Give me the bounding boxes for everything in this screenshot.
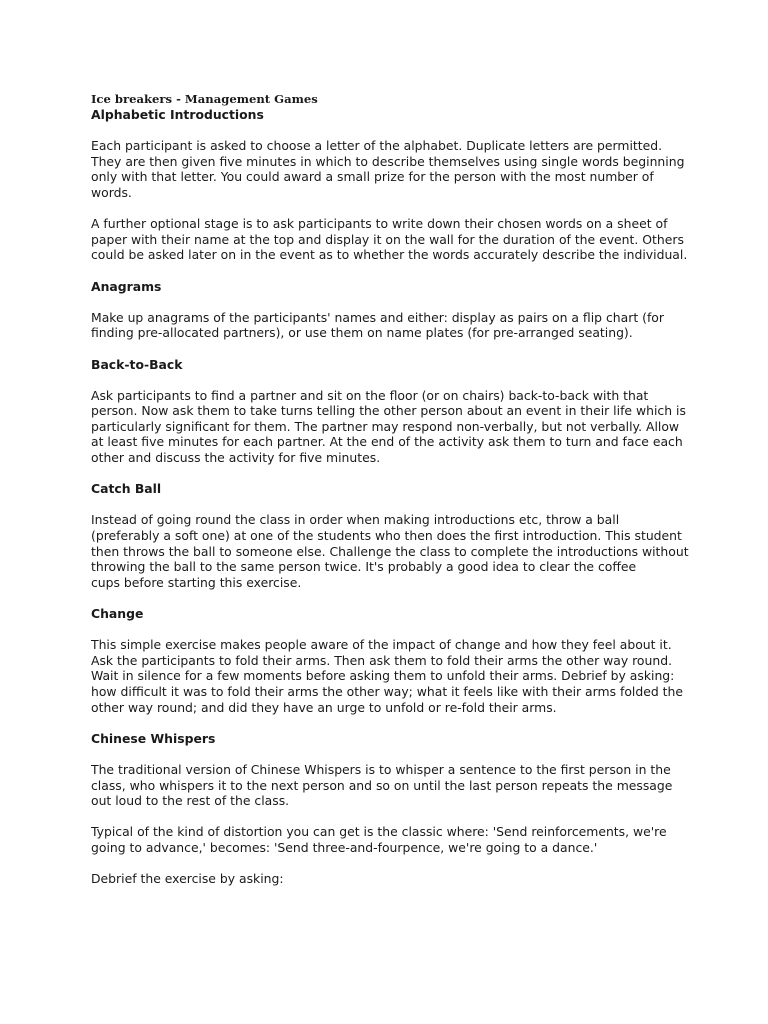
section-heading-catch-ball: Catch Ball bbox=[91, 481, 162, 497]
section-heading-anagrams: Anagrams bbox=[91, 278, 162, 294]
section-heading-chinese-whispers: Chinese Whispers bbox=[91, 730, 216, 746]
section-heading-alphabetic-introductions: Alphabetic Introductions bbox=[91, 107, 264, 122]
paragraph: Typical of the kind of distortion you can get is the classic where: 'Send reinforcements, we're going to advance,' becomes: 'Send three-and-fourpence, we're going to a dance.' bbox=[91, 824, 667, 855]
section-heading-back-to-back: Back-to-Back bbox=[91, 356, 183, 372]
paragraph: Make up anagrams of the participants' names and either: display as pairs on a flip chart (for finding pre-allocated partners), or use them on name plates (for pre-arranged seating). bbox=[91, 309, 664, 341]
paragraph: This simple exercise makes people aware of the impact of change and how they feel about it. Ask the participants to fold their arms. Then ask them to fold their arms the other way round. Wait in silence for a few moments before asking them to unfold their arms. Debrief by asking: how difficult it was to fold their arms the other way; what it feels like with their arms folded the other way round; and did they have an urge to unfold or re-fold their arms. bbox=[91, 637, 683, 715]
paragraph: A further optional stage is to ask participants to write down their chosen words on a sheet of paper with their name at the top and display it on the wall for the duration of the event. Others could be asked later on in the event as to whether the words accurately describe the individual. bbox=[91, 216, 688, 263]
paragraph: The traditional version of Chinese Whispers is to whisper a sentence to the first person in the class, who whispers it to the next person and so on until the last person repeats the message out loud to the rest of the class. bbox=[91, 761, 673, 809]
paragraph: cups before starting this exercise. bbox=[91, 574, 302, 590]
section-heading-change: Change bbox=[91, 606, 144, 621]
document-page bbox=[91, 92, 691, 887]
paragraph: Debrief the exercise by asking: bbox=[91, 871, 284, 887]
paragraph: Each participant is asked to choose a letter of the alphabet. Duplicate letters are permitted. They are then given five minutes in which to describe themselves using single words beginning only with that letter. You could award a small prize for the person with the most number of words. bbox=[91, 138, 685, 200]
document-header: Ice breakers - Management Games bbox=[91, 92, 318, 106]
paragraph: Ask participants to find a partner and sit on the floor (or on chairs) back-to-back with that person. Now ask them to take turns telling the other person about an event in their life which is particularly significant for them. The partner may respond non-verbally, but not verbally. Allow at least five minutes for each partner. At the end of the activity ask them to turn and face each other and discuss the activity for five minutes. bbox=[91, 387, 686, 466]
paragraph: Instead of going round the class in order when making introductions etc, throw a ball (preferably a soft one) at one of the students who then does the first introduction. This student then throws the ball to someone else. Challenge the class to complete the introductions without throwing the ball to the same person twice. It's probably a good idea to clear the coffee bbox=[91, 512, 689, 575]
